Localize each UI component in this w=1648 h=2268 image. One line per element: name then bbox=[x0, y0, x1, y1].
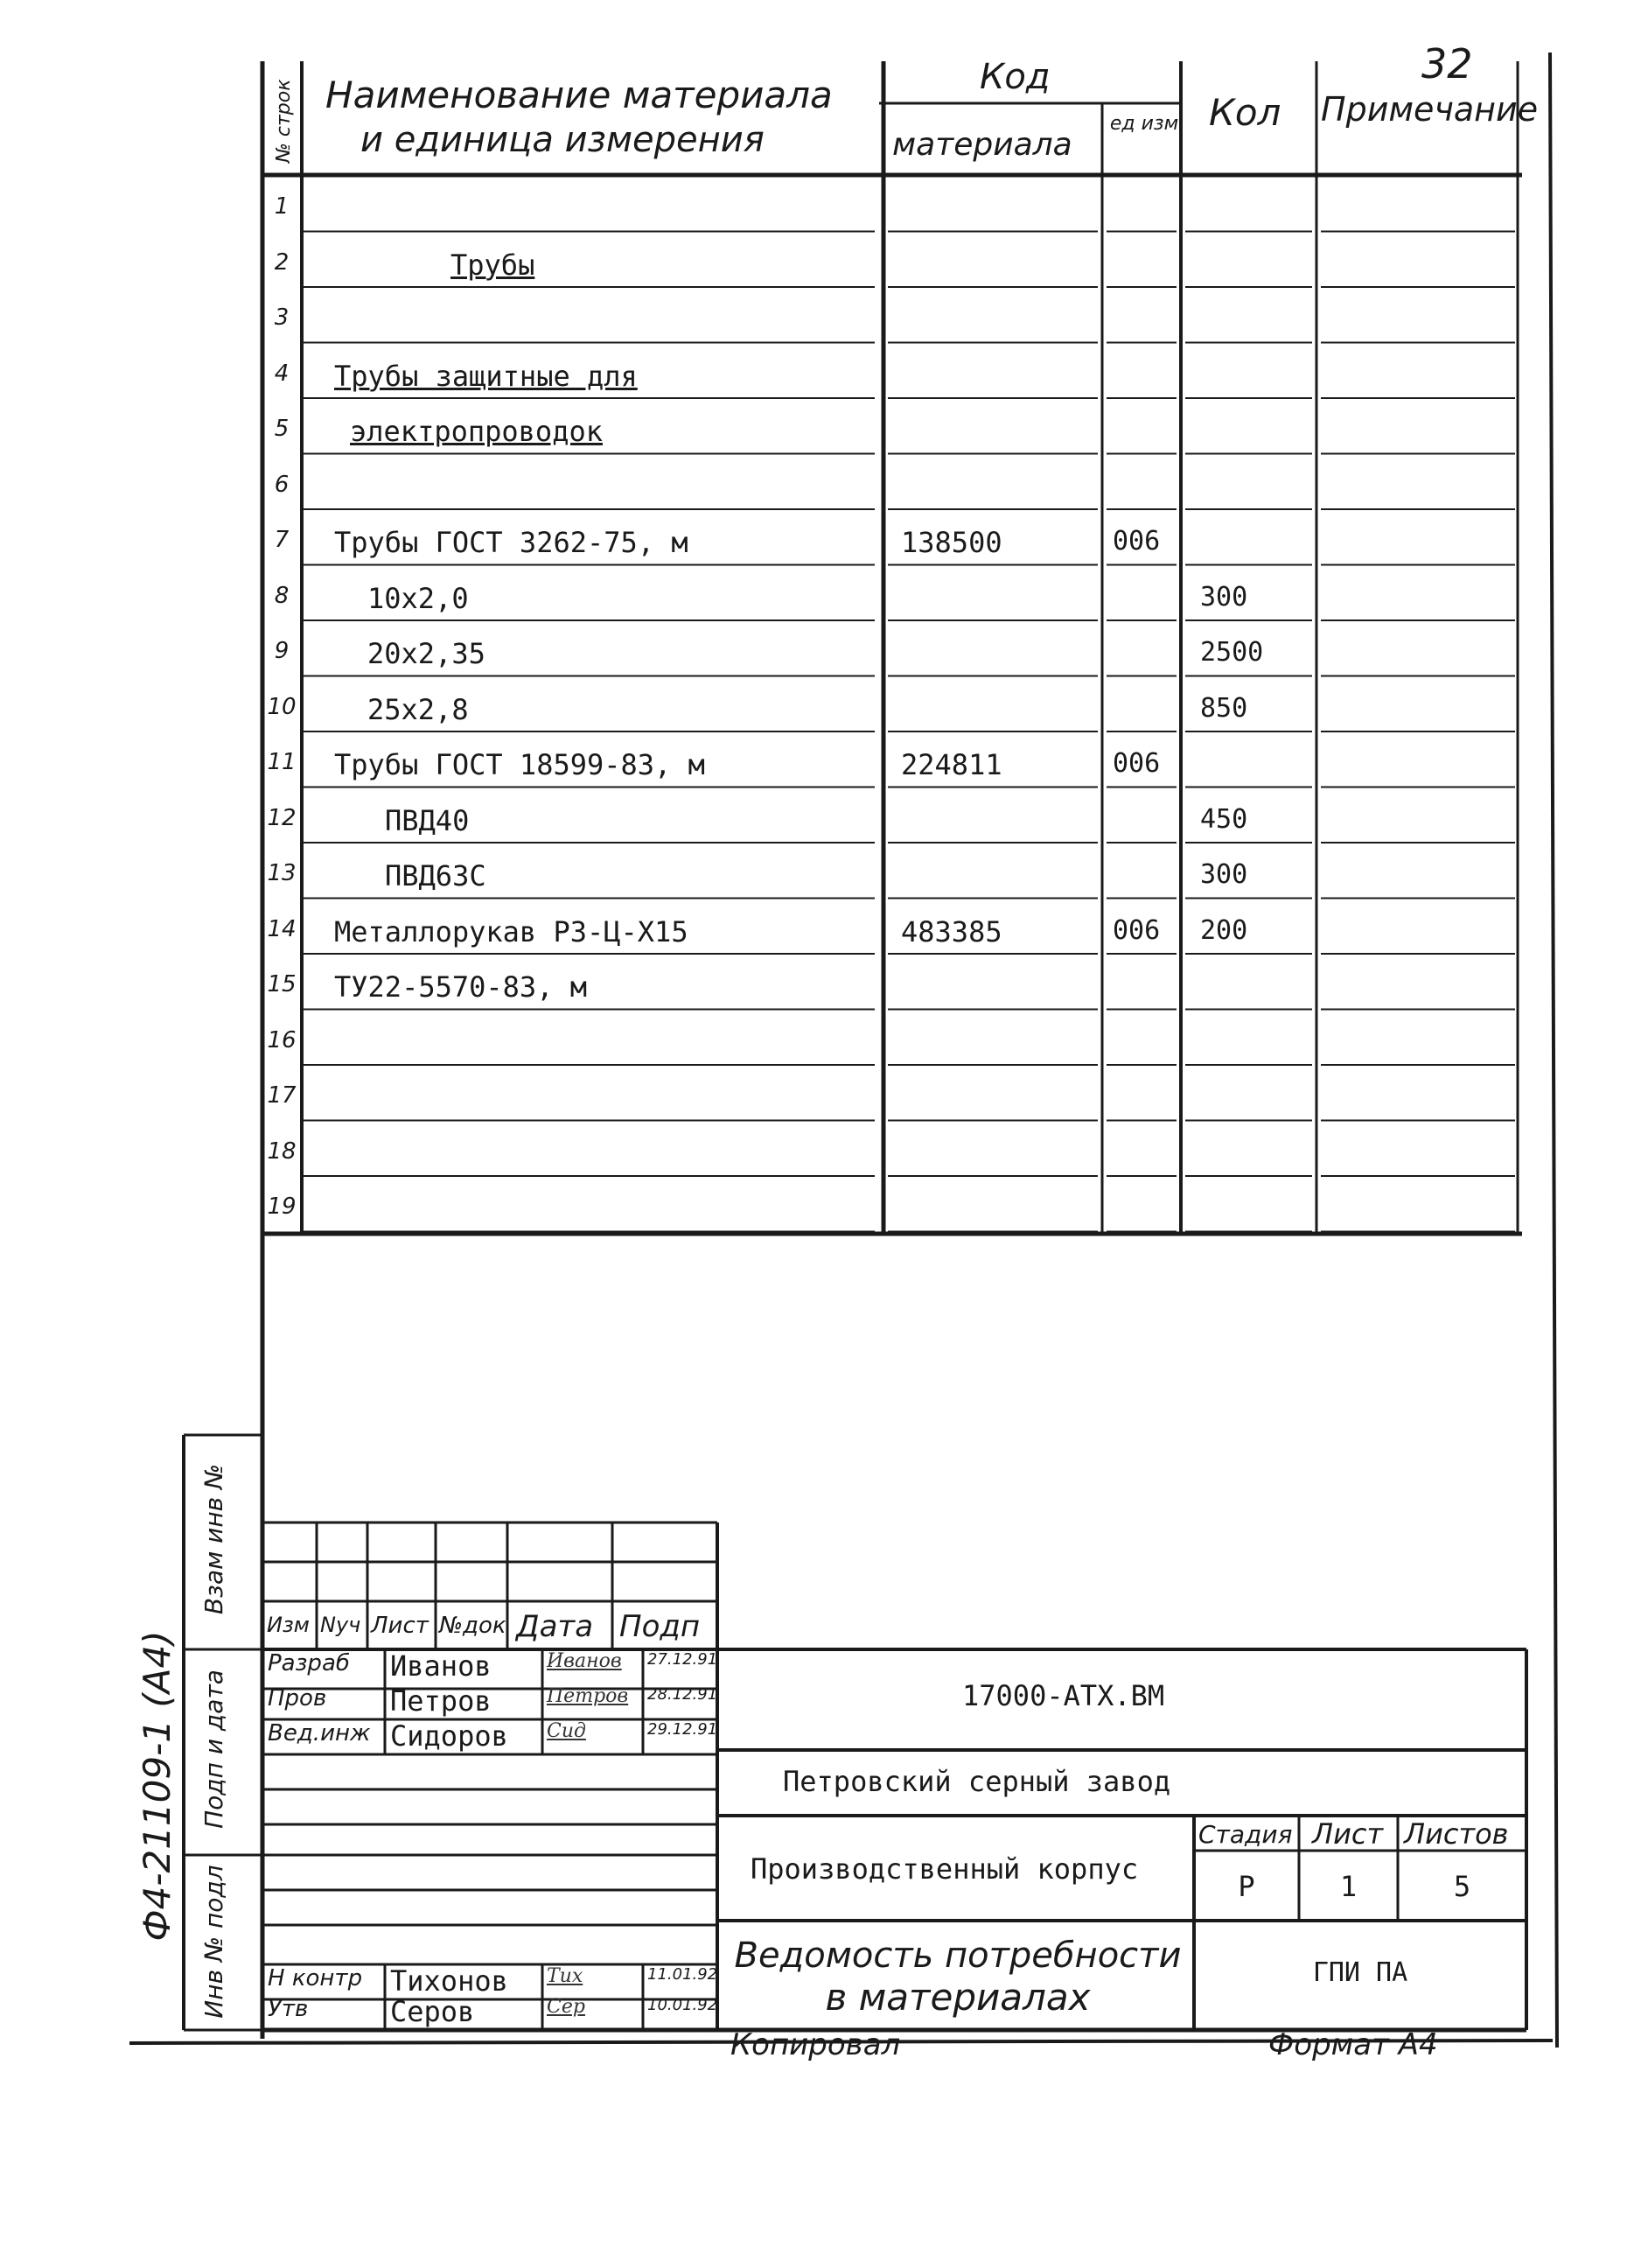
quantity: 200 bbox=[1200, 914, 1248, 946]
material-name: Металлорукав РЗ-Ц-Х15 bbox=[334, 914, 688, 948]
person-role: Утв bbox=[268, 1996, 309, 2022]
plant-name: Петровский серный завод bbox=[783, 1765, 1171, 1798]
row-number: 5 bbox=[274, 416, 290, 442]
stamp-ndok: №док bbox=[439, 1613, 506, 1639]
material-code: 224811 bbox=[901, 748, 1002, 781]
row-number: 6 bbox=[274, 471, 290, 498]
row-number: 16 bbox=[267, 1026, 297, 1054]
person-name: Тихонов bbox=[390, 1964, 508, 1998]
row-number: 18 bbox=[267, 1138, 297, 1165]
material-name: Трубы bbox=[450, 248, 535, 282]
unit-code: 006 bbox=[1113, 914, 1161, 946]
unit-code: 006 bbox=[1113, 748, 1161, 779]
person-role: Н контр bbox=[268, 1965, 363, 1992]
qty-header: Кол bbox=[1209, 91, 1281, 134]
code-material-header: материала bbox=[892, 127, 1072, 163]
person-name: Петров bbox=[390, 1684, 492, 1718]
replace-inv-label: Взам инв № bbox=[199, 1463, 228, 1615]
signature: Петров bbox=[547, 1685, 629, 1707]
row-number: 17 bbox=[267, 1082, 297, 1109]
row-number: 7 bbox=[274, 527, 290, 553]
stamp-izm: Изм bbox=[267, 1613, 310, 1637]
quantity: 300 bbox=[1200, 581, 1248, 612]
quantity: 450 bbox=[1200, 803, 1248, 835]
stage-value: Р bbox=[1238, 1870, 1255, 1903]
name-header-line2: и единица измерения bbox=[360, 120, 765, 160]
material-name: Трубы защитные для bbox=[334, 359, 638, 393]
signature: Иванов bbox=[547, 1650, 622, 1672]
inv-orig-label: Инв № подл bbox=[199, 1865, 228, 2019]
form-code-label: Ф4-21109-1 (А4) bbox=[136, 1630, 178, 1942]
building-name: Производственный корпус bbox=[751, 1852, 1139, 1886]
signature: Тих bbox=[547, 1965, 583, 1987]
format-label: Формат А4 bbox=[1268, 2027, 1438, 2062]
material-name: ПВД40 bbox=[385, 803, 470, 837]
material-name: 10х2,0 bbox=[367, 581, 469, 615]
material-name: ПВД63С bbox=[385, 859, 486, 892]
material-code: 138500 bbox=[901, 526, 1002, 559]
document-title-line2: в материалах bbox=[825, 1976, 1091, 2019]
row-number: 14 bbox=[267, 915, 297, 942]
row-number: 13 bbox=[267, 860, 297, 886]
person-role: Пров bbox=[268, 1685, 327, 1712]
stage-label: Стадия bbox=[1198, 1820, 1293, 1849]
material-name: Трубы ГОСТ 3262-75, м bbox=[334, 526, 688, 559]
row-number: 10 bbox=[267, 693, 297, 720]
sign-date: 10.01.92 bbox=[647, 1996, 718, 2014]
row-number: 15 bbox=[267, 971, 297, 998]
quantity: 300 bbox=[1200, 859, 1248, 890]
unit-code: 006 bbox=[1113, 526, 1161, 556]
quantity: 2500 bbox=[1200, 637, 1264, 668]
row-number: 9 bbox=[274, 638, 290, 664]
name-header-line1: Наименование материала bbox=[325, 74, 833, 116]
organization: ГПИ ПА bbox=[1312, 1957, 1408, 1988]
row-number: 4 bbox=[274, 360, 290, 387]
row-number: 1 bbox=[274, 193, 290, 220]
document-title-line1: Ведомость потребности bbox=[734, 1936, 1182, 1976]
sign-date: 28.12.91 bbox=[647, 1685, 718, 1704]
copied-by-label: Копировал bbox=[730, 2027, 901, 2062]
sheets-label: Листов bbox=[1404, 1817, 1509, 1851]
sheet-value: 1 bbox=[1339, 1870, 1358, 1903]
person-name: Иванов bbox=[390, 1649, 492, 1683]
material-name: ТУ22-5570-83, м bbox=[334, 970, 587, 1004]
row-number: 3 bbox=[274, 304, 290, 331]
row-number: 8 bbox=[274, 582, 290, 609]
sign-date: 11.01.92 bbox=[647, 1965, 718, 1984]
code-header: Код bbox=[980, 57, 1051, 97]
sign-date: 29.12.91 bbox=[647, 1720, 718, 1739]
person-name: Сидоров bbox=[390, 1719, 508, 1753]
note-header: Примечание bbox=[1321, 90, 1539, 129]
stamp-podp: Подп bbox=[619, 1609, 701, 1644]
sign-date: 27.12.91 bbox=[647, 1650, 718, 1669]
material-name: электропроводок bbox=[350, 415, 603, 448]
person-role: Вед.инж bbox=[268, 1720, 371, 1746]
sheet-number: 32 bbox=[1421, 40, 1473, 88]
signature: Сид bbox=[547, 1720, 586, 1742]
sign-date-label: Подп и дата bbox=[199, 1670, 228, 1829]
material-name: 25х2,8 bbox=[367, 692, 469, 726]
quantity: 850 bbox=[1200, 692, 1248, 724]
stamp-list: Лист bbox=[371, 1613, 429, 1639]
material-name: 20х2,35 bbox=[367, 637, 485, 670]
document-code: 17000-АТХ.ВМ bbox=[962, 1679, 1165, 1712]
row-number: 11 bbox=[267, 749, 297, 775]
person-role: Разраб bbox=[268, 1650, 350, 1676]
material-name: Трубы ГОСТ 18599-83, м bbox=[334, 748, 705, 781]
material-code: 483385 bbox=[901, 914, 1002, 948]
row-number: 12 bbox=[267, 804, 297, 831]
stamp-data: Дата bbox=[516, 1609, 594, 1644]
sheet-label: Лист bbox=[1312, 1817, 1384, 1851]
signature: Сер bbox=[547, 1996, 585, 2018]
row-number: 19 bbox=[267, 1194, 297, 1220]
code-unit-header: ед изм bbox=[1109, 113, 1179, 135]
sheets-value: 5 bbox=[1453, 1870, 1471, 1903]
person-name: Серов bbox=[390, 1995, 475, 2028]
row-number: 2 bbox=[274, 248, 290, 276]
row-number-header: № строк bbox=[273, 79, 295, 163]
stamp-nuch: Nуч bbox=[320, 1613, 361, 1637]
